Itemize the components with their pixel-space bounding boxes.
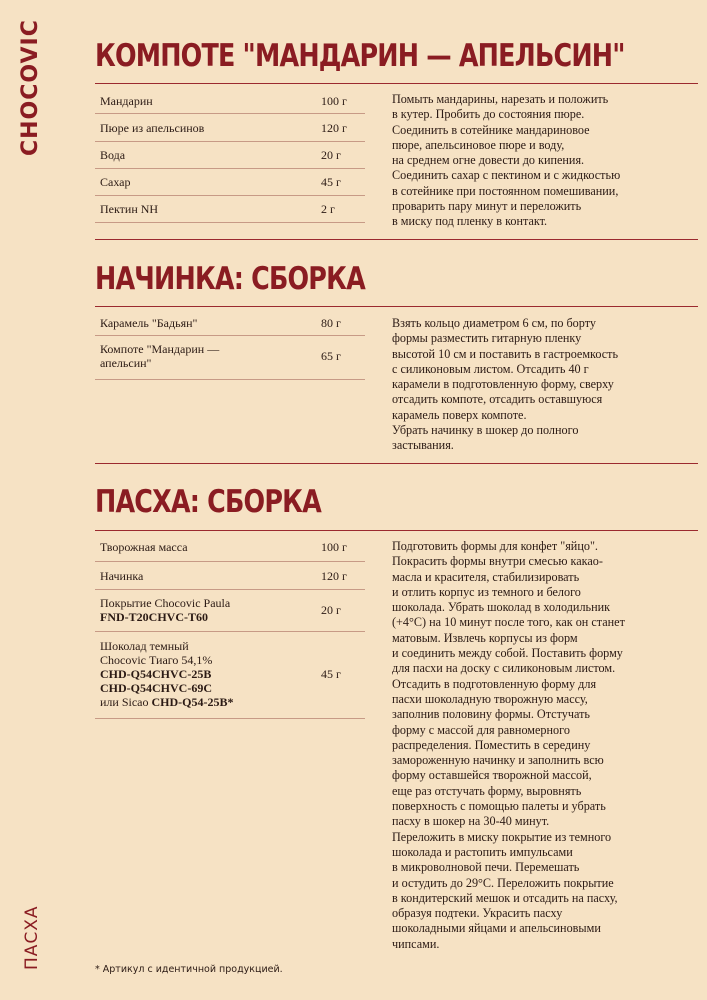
ingredient-row <box>95 196 365 223</box>
ingredient-row <box>95 590 365 632</box>
ingredient-row <box>95 169 365 196</box>
ingredient-name: Шоколад темный Chocovic Тиаго 54,1% CHD-Q54CHVC-25B CHD-Q54CHVC-69C или Sicao CHD-Q54-25B* <box>100 639 234 709</box>
section-filling <box>95 259 698 469</box>
ingredient-qty: 20 г <box>321 603 341 617</box>
ingredient-name: Карамель "Бадьян" <box>100 316 198 330</box>
ingredient-qty: 100 г <box>321 94 347 108</box>
product-code: CHD-Q54CHVC-25B <box>100 667 212 681</box>
divider <box>95 530 698 531</box>
ingredient-qty: 65 г <box>321 349 341 363</box>
ingredient-qty: 120 г <box>321 569 347 583</box>
ingredient-name: Сахар <box>100 175 131 189</box>
ingredient-name: Компоте "Мандарин — апельсин" <box>100 342 220 370</box>
side-label: ПАСХА <box>22 905 42 970</box>
ingredient-name: Начинка <box>100 569 144 583</box>
ingredient-row <box>95 562 365 590</box>
ingredient-qty: 45 г <box>321 175 341 189</box>
brand-logo: CHOCOVIC <box>18 19 43 156</box>
ingredient-qty: 80 г <box>321 316 341 330</box>
method-text: Взять кольцо диаметром 6 см, по борту формы разместить гитарную пленку высотой 10 см и поставить в гастроемкость с силиконовым листом. Отсадить 40 г карамели в подготовленную форму, сверху отсадить компоте, отсадить оставшуюся карамель поверх компоте. Убрать начинку в шокер до полного застывания. <box>392 316 619 453</box>
ingredient-name: Пюре из апельсинов <box>100 121 205 135</box>
section-title: КОМПОТЕ "МАНДАРИН — АПЕЛЬСИН" <box>95 38 625 74</box>
ingredient-name: Мандарин <box>100 94 153 108</box>
method-text: Подготовить формы для конфет "яйцо". Покрасить формы внутри смесью какао- масла и красителя, стабилизировать и отлить корпус из темного и белого шоколада. Убрать шоколад в холодильник (+4°C) на 10 минут после того, как он станет матовым. Извлечь корпусы из форм и соединить между собой. Поставить форму для пасхи на доску с силиконовым листом. Отсадить в подготовленную форму для пасхи шоколадную творожную массу, заполнив половину формы. Отстучать форму с массой для равномерного распределения. Поместить в середину замороженную начинку и заполнить всю форму оставшейся творожной массой, еще раз отстучать форму, выровнять поверхность с помощью палеты и убрать пасху в шокер на 30-40 минут. Переложить в миску покрытие из темного шоколада и растопить импульсами в микроволновой печи. Перемешать и остудить до 29°C. Переложить покрытие в кондитерский мешок и отсадить на пасху, образуя подтеки. Украсить пасху шоколадными яйцами и апельсиновыми чипсами. <box>392 539 625 951</box>
ingredient-qty: 2 г <box>321 202 335 216</box>
footnote: * Артикул с идентичной продукцией. <box>95 964 283 975</box>
product-code: CHD-Q54CHVC-69C <box>100 681 212 695</box>
ingredient-qty: 20 г <box>321 148 341 162</box>
ingredient-row <box>95 632 365 719</box>
ingredient-row <box>95 336 365 380</box>
ingredients-table <box>95 311 365 380</box>
ingredient-row <box>95 535 365 562</box>
section-compote <box>95 36 698 246</box>
ingredient-row <box>95 142 365 169</box>
divider <box>95 463 698 464</box>
method-text: Помыть мандарины, нарезать и положить в кутер. Пробить до состояния пюре. Соединить в сотейнике мандариновое пюре, апельсиновое пюре и воду, на среднем огне довести до кипения. Соединить сахар с пектином и с жидкостью в сотейнике при постоянном помешивании, проварить пару минут и переложить в миску под пленку в контакт. <box>392 92 621 229</box>
section-title: ПАСХА: СБОРКА <box>95 484 321 520</box>
ingredient-row <box>95 311 365 336</box>
ingredient-qty: 100 г <box>321 540 347 554</box>
ingredient-name: Покрытие Chocovic Paula FND-T20CHVC-T60 <box>100 596 231 624</box>
divider <box>95 239 698 240</box>
ingredient-name: Пектин NH <box>100 202 159 216</box>
ingredient-qty: 45 г <box>321 667 341 681</box>
ingredient-name: Вода <box>100 148 126 162</box>
divider <box>95 306 698 307</box>
ingredients-table <box>95 535 365 719</box>
ingredient-row <box>95 88 365 114</box>
ingredient-qty: 120 г <box>321 121 347 135</box>
section-title: НАЧИНКА: СБОРКА <box>95 261 365 297</box>
ingredient-name: Творожная масса <box>100 540 188 554</box>
divider <box>95 83 698 84</box>
section-easter <box>95 482 698 962</box>
product-code: FND-T20CHVC-T60 <box>100 610 208 624</box>
ingredient-row <box>95 114 365 142</box>
ingredients-table <box>95 88 365 223</box>
product-code: CHD-Q54-25B* <box>151 695 234 709</box>
